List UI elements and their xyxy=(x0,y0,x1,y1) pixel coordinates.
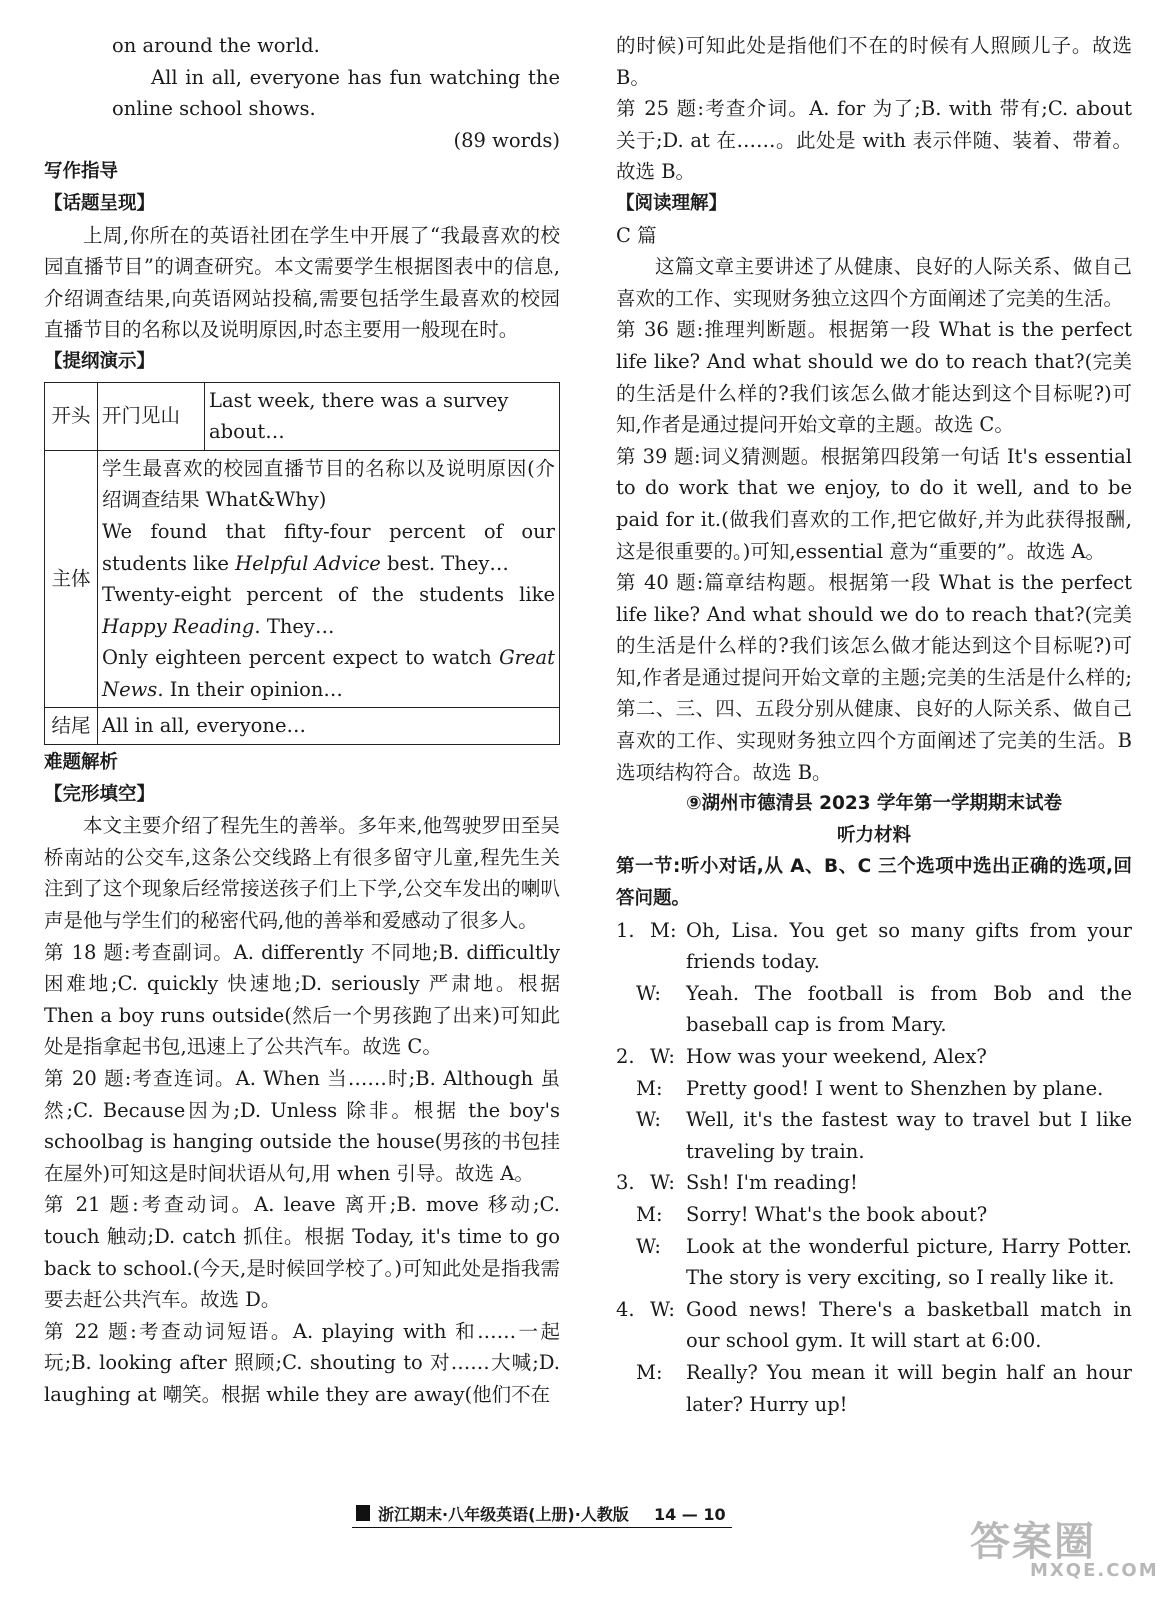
question-25: 第 25 题:考查介词。A. for 为了;B. with 带有;C. about 关于;D. at 在……。此处是 with 表示伴随、装着、带着。故选 B。 xyxy=(616,97,1132,184)
page-number: 14 — 10 xyxy=(653,1505,726,1524)
dialogue-line: 4. W: Good news! There's a basketball match in our school gym. It will start at 6:00. xyxy=(616,1297,1132,1353)
outline-row-ending xyxy=(45,708,560,745)
footer-title: 浙江期末·八年级英语(上册)·人教版 xyxy=(378,1505,629,1524)
question-39: 第 39 题:词义猜测题。根据第四段第一句话 It's essential to do work that we enjoy, to do it well, and to be paid for it.(做我们喜欢的工作,把它做好,并为此获得报酬,这是很重要的。)可知,essential 意为“重要的”。故选 A。 xyxy=(616,444,1132,563)
outline-row-body xyxy=(45,450,560,708)
watermark-logo xyxy=(970,1510,1159,1590)
outline-row-opening xyxy=(45,382,560,450)
right-column xyxy=(616,30,1132,1420)
question-22-continued: 的时候)可知此处是指他们不在的时候有人照顾儿子。故选 B。 xyxy=(616,34,1132,89)
essay-line: on around the world. xyxy=(112,34,320,57)
watermark-url: MXQE.COM xyxy=(1030,1560,1159,1581)
outline-table xyxy=(44,382,560,746)
section-1-instructions: 第一节:听小对话,从 A、B、C 三个选项中选出正确的选项,回答问题。 xyxy=(616,856,1132,910)
page-footer xyxy=(352,1502,732,1528)
dialogue-line: M: Really? You mean it will begin half an hour later? Hurry up! xyxy=(636,1360,1132,1416)
dialogue-line: W: Look at the wonderful picture, Harry Potter. The story is very exciting, so I really like it. xyxy=(636,1234,1132,1290)
outline-label: 开头 xyxy=(45,382,98,450)
dialogue-line: 3. W: Ssh! I'm reading! xyxy=(616,1171,858,1195)
reading-heading: 【阅读理解】 xyxy=(616,192,728,214)
topic-heading: 【话题呈现】 xyxy=(44,192,156,214)
cloze-intro: 本文主要介绍了程先生的善举。多年来,他驾驶罗田至吴桥南站的公交车,这条公交线路上有很多留守儿童,程先生关注到了这个现象后经常接送孩子们上下学,公交车发出的喇叭声是他与学生们的秘密代码,他的善举和爱感动了很多人。 xyxy=(44,814,560,933)
word-count: (89 words) xyxy=(453,128,560,152)
passage-label: C 篇 xyxy=(616,223,657,247)
dialogue-line: M: Pretty good! I went to Shenzhen by plane. xyxy=(636,1076,1104,1100)
outline-body-line: Only eighteen percent expect to watch Great News. In their opinion… xyxy=(102,646,555,701)
outline-content: Last week, there was a survey about… xyxy=(205,382,560,450)
outline-body-intro: 学生最喜欢的校园直播节目的名称以及说明原因(介绍调查结果 What&Why) xyxy=(102,456,555,512)
difficult-title: 难题解析 xyxy=(44,752,119,774)
listening-title: 听力材料 xyxy=(836,824,911,846)
question-40: 第 40 题:篇章结构题。根据第一段 What is the perfect life like? And what should we do to reach that?(完美的生活是什么样的?我们该怎么做才能达到这个目标呢?)可知,作者是通过提问开始文章的主题;完美的生活是什么样的;第二、三、四、五段分别从健康、良好的人际关系、做自己喜欢的工作、实现财务独立四个方面阐述了完美的生活。B 选项结构符合。故选 B。 xyxy=(616,571,1132,784)
outline-content: All in all, everyone… xyxy=(98,708,560,745)
dialogue-line: 1. M: Oh, Lisa. You get so many gifts from your friends today. xyxy=(616,918,1132,974)
watermark-text: 答案圈 xyxy=(970,1519,1096,1565)
outline-body-line: Twenty-eight percent of the students like Happy Reading. They… xyxy=(102,583,555,638)
writing-guide-title: 写作指导 xyxy=(44,161,119,183)
footer-square-icon xyxy=(356,1505,370,1521)
exam-title: ⑨湖州市德清县 2023 学年第一学期期末试卷 xyxy=(685,793,1063,815)
outline-method: 开门见山 xyxy=(98,382,205,450)
cloze-heading: 【完形填空】 xyxy=(44,783,156,805)
left-column xyxy=(44,30,560,1411)
dialogue-list xyxy=(616,915,1132,1421)
question-20: 第 20 题:考查连词。A. When 当……时;B. Although 虽然;C. Because因为;D. Unless 除非。根据 the boy's schoolbag is hanging outside the house(男孩的书包挂在屋外)可知这是时间状语从句,用 when 引导。故选 A。 xyxy=(44,1067,560,1185)
question-36: 第 36 题:推理判断题。根据第一段 What is the perfect life like? And what should we do to reach that?(完美的生活是什么样的?我们该怎么做才能达到这个目标呢?)可知,作者是通过提问开始文章的主题。故选 C。 xyxy=(616,318,1132,437)
essay-paragraph: All in all, everyone has fun watching the online school shows. xyxy=(112,65,560,121)
question-21: 第 21 题:考查动词。A. leave 离开;B. move 移动;C. touch 触动;D. catch 抓住。根据 Today, it's time to go back to school.(今天,是时候回学校了。)可知此处是指我需要去赶公共汽车。故选 D。 xyxy=(44,1193,560,1312)
dialogue-line: W: Well, it's the fastest way to travel but I like traveling by train. xyxy=(636,1108,1132,1163)
question-18: 第 18 题:考查副词。A. differently 不同地;B. difficultly 困难地;C. quickly 快速地;D. seriously 严肃地。根据 Then a boy runs outside(然后一个男孩跑了出来)可知此处是指拿起书包,迅速上了公共汽车。故选 C。 xyxy=(44,940,560,1059)
outline-body-content xyxy=(98,450,560,708)
outline-body-line: We found that fifty-four percent of our students like Helpful Advice best. They… xyxy=(102,519,555,575)
question-22: 第 22 题:考查动词短语。A. playing with 和……一起玩;B. looking after 照顾;C. shouting to 对……大喊;D. laughing at 嘲笑。根据 while they are away(他们不在 xyxy=(44,1319,560,1406)
outline-label: 主体 xyxy=(45,450,98,708)
dialogue-line: M: Sorry! What's the book about? xyxy=(636,1202,988,1226)
passage-intro: 这篇文章主要讲述了从健康、良好的人际关系、做自己喜欢的工作、实现财务独立这四个方面阐述了完美的生活。 xyxy=(616,255,1132,310)
outline-heading: 【提纲演示】 xyxy=(44,350,156,372)
outline-label: 结尾 xyxy=(45,708,98,745)
topic-text: 上周,你所在的英语社团在学生中开展了“我最喜欢的校园直播节目”的调查研究。本文需要学生根据图表中的信息,介绍调查结果,向英语网站投稿,需要包括学生最喜欢的校园直播节目的名称以及说明原因,时态主要用一般现在时。 xyxy=(44,223,560,342)
dialogue-line: W: Yeah. The football is from Bob and the baseball cap is from Mary. xyxy=(636,981,1132,1037)
dialogue-line: 2. W: How was your weekend, Alex? xyxy=(616,1045,987,1068)
